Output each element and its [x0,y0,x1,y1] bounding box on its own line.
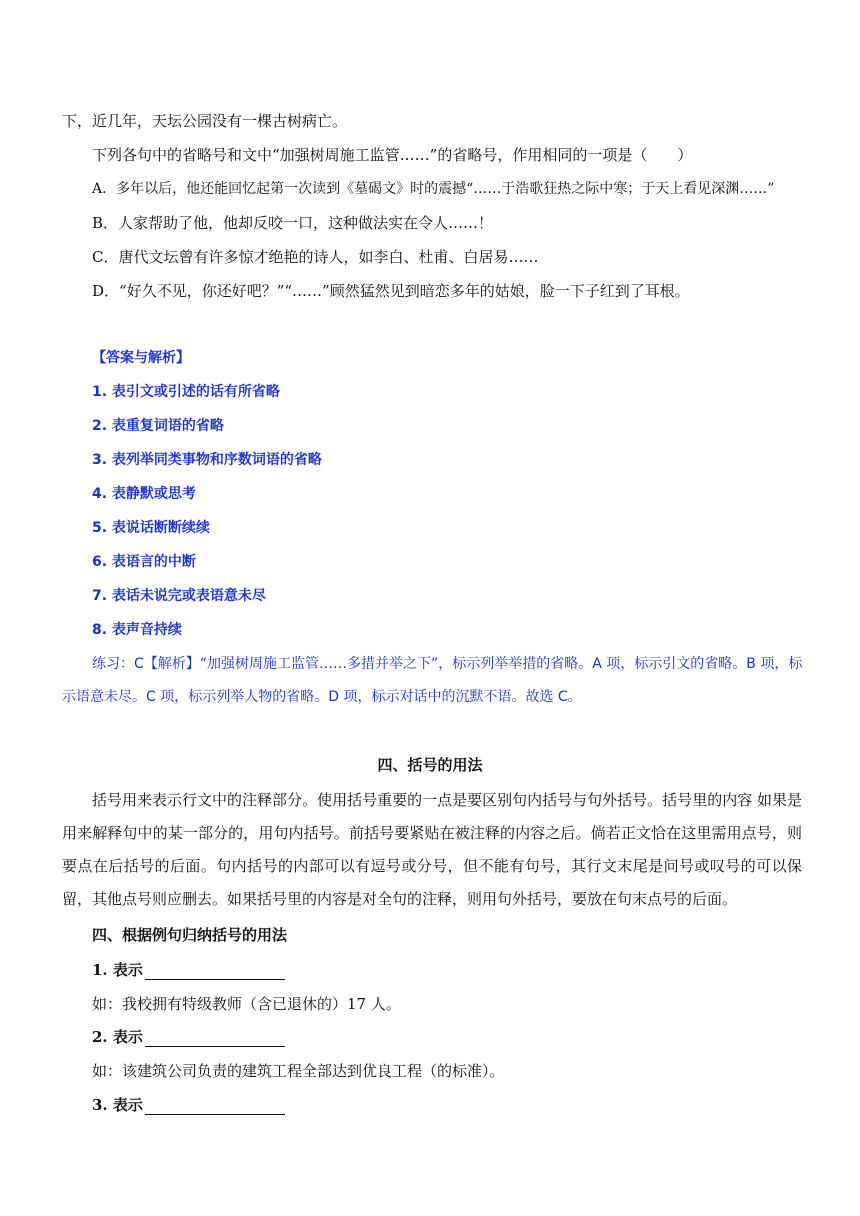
section-subheading: 四、根据例句归纳括号的用法 [92,926,288,944]
answer-item: 5. 表说话断断续续 [92,520,210,536]
section-heading: 四、括号的用法 [377,756,483,774]
example-sentence: 如：该建筑公司负责的建筑工程全部达到优良工程（的标准）。 [92,1062,505,1080]
fill-item-label: 2. 表示 [92,1028,143,1046]
practice-explanation: 练习：C【解析】“加强树周施工监管……多措并举之下”，标示列举举措的省略。A 项，标示引文的省略。B 项，标示语意未尽。C 项，标示列举人物的省略。D 项，标示对话中的沉默不语。故选 C。 [62,656,803,705]
answer-item: 7. 表话未说完或表语意未尽 [92,588,266,604]
answers-title: 【答案与解析】 [92,350,190,366]
fill-item-2 [92,1027,285,1047]
option-a: A．多年以后，他还能回忆起第一次读到《墓碣文》时的震撼“……于浩歌狂热之际中寒；于天上看见深渊……” [92,181,775,197]
question-stem: 下列各句中的省略号和文中“加强树周施工监管……”的省略号，作用相同的一项是（ ） [92,146,693,164]
fill-item-label: 1. 表示 [92,961,143,979]
answer-item: 1. 表引文或引述的话有所省略 [92,384,280,400]
answer-blank[interactable] [145,1098,285,1115]
fill-item-3 [92,1095,285,1115]
answer-item: 4. 表静默或思考 [92,486,196,502]
fill-item-1 [92,960,285,980]
section-paragraph: 括号用来表示行文中的注释部分。使用括号重要的一点是要区别句内括号与句外括号。括号里的内容 如果是用来解释句中的某一部分的，用句内括号。前括号要紧贴在被注释的内容之后。倘若正文恰在这里需用点号，则要点在后括号的后面。句内括号的内部可以有逗号或分号，但不能有句号，其行文末尾是问号或叹号的可以保留，其他点号则应删去。如果括号里的内容是对全句的注释，则用句外括号，要放在句末点号的后面。 [62,791,802,908]
answer-blank[interactable] [145,1030,285,1047]
passage-top-line: 下，近几年，天坛公园没有一棵古树病亡。 [62,112,348,130]
answer-item: 2. 表重复词语的省略 [92,418,224,434]
answer-item: 8. 表声音持续 [92,622,182,638]
answer-blank[interactable] [145,963,285,980]
option-d: D．“好久不见，你还好吧？”“……”顾然猛然见到暗恋多年的姑娘，脸一下子红到了耳根。 [92,282,690,300]
fill-item-label: 3. 表示 [92,1096,143,1114]
option-b: B．人家帮助了他，他却反咬一口，这种做法实在令人……！ [92,214,494,232]
example-sentence: 如：我校拥有特级教师（含已退休的）17 人。 [92,995,401,1013]
option-c: C．唐代文坛曾有许多惊才绝艳的诗人，如李白、杜甫、白居易…… [92,248,539,266]
answer-item: 3. 表列举同类事物和序数词语的省略 [92,452,322,468]
answer-item: 6. 表语言的中断 [92,554,196,570]
